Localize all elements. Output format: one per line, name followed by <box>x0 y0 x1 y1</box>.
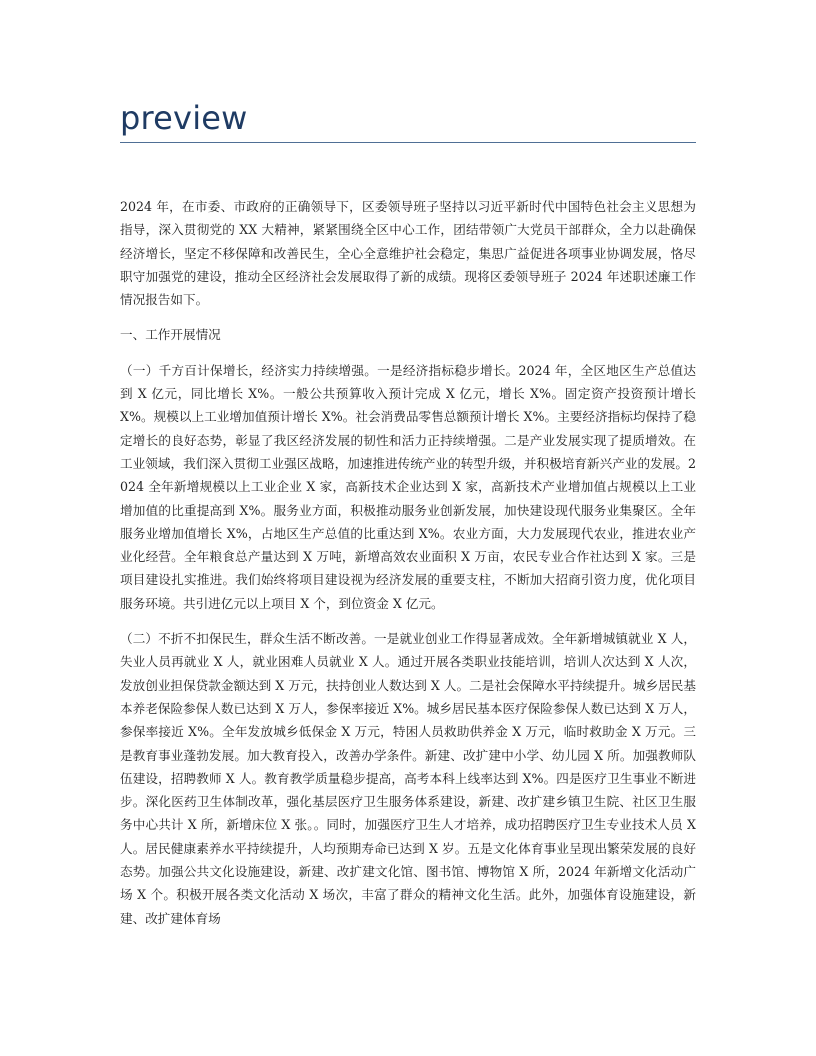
document-body <box>120 195 696 930</box>
page-title: preview <box>120 99 248 137</box>
intro-paragraph: 2024 年，在市委、市政府的正确领导下，区委领导班子坚持以习近平新时代中国特色社会主义思想为指导，深入贯彻党的 XX 大精神，紧紧围绕全区中心工作，团结带领广大党员干部群众，全力以赴确保经济增长，坚定不移保障和改善民生，全心全意维护社会稳定，集思广益促进各项事业协调发展，恪尽职守加强党的建设，推动全区经济社会发展取得了新的成绩。现将区委领导班子 2024 年述职述廉工作情况报告如下。 <box>120 199 696 308</box>
title-divider <box>120 142 696 143</box>
body-paragraph: （二）不折不扣保民生，群众生活不断改善。一是就业创业工作得显著成效。全年新增城镇就业 X 人，失业人员再就业 X 人，就业困难人员就业 X 人。通过开展各类职业技能培训，培训人次达到 X 人次，发放创业担保贷款金额达到 X 万元，扶持创业人数达到 X 人。二是社会保障水平持续提升。城乡居民基本养老保险参保人数已达到 X 万人，参保率接近 X%。城乡居民基本医疗保险参保人数已达到 X 万人，参保率接近 X%。全年发放城乡低保金 X 万元，特困人员救助供养金 X 万元，临时救助金 X 万元。三是教育事业蓬勃发展。加大教育投入，改善办学条件。新建、改扩建中小学、幼儿园 X 所。加强教师队伍建设，招聘教师 X 人。教育教学质量稳步提高，高考本科上线率达到 X%。四是医疗卫生事业不断进步。深化医药卫生体制改革，强化基层医疗卫生服务体系建设，新建、改扩建乡镇卫生院、社区卫生服务中心共计 X 所，新增床位 X 张。。同时，加强医疗卫生人才培养，成功招聘医疗卫生专业技术人员 X 人。居民健康素养水平持续提升，人均预期寿命已达到 X 岁。五是文化体育事业呈现出繁荣发展的良好态势。加强公共文化设施建设，新建、改扩建文化馆、图书馆、博物馆 X 所，2024 年新增文化活动广场 X 个。积极开展各类文化活动 X 场次，丰富了群众的精神文化生活。此外，加强体育设施建设，新建、改扩建体育场 <box>120 631 696 926</box>
body-paragraph: （一）千方百计保增长，经济实力持续增强。一是经济指标稳步增长。2024 年，全区地区生产总值达到 X 亿元，同比增长 X%。一般公共预算收入预计完成 X 亿元，增长 X%。固定资产投资预计增长 X%。规模以上工业增加值预计增长 X%。社会消费品零售总额预计增长 X%。主要经济指标均保持了稳定增长的良好态势，彰显了我区经济发展的韧性和活力正持续增强。二是产业发展实现了提质增效。在工业领域，我们深入贯彻工业强区战略，加速推进传统产业的转型升级，并积极培育新兴产业的发展。2024 全年新增规模以上工业企业 X 家，高新技术企业达到 X 家，高新技术产业增加值占规模以上工业增加值的比重提高到 X%。服务业方面，积极推动服务业创新发展，加快建设现代服务业集聚区。全年服务业增加值增长 X%，占地区生产总值的比重达到 X%。农业方面，大力发展现代农业，推进农业产业化经营。全年粮食总产量达到 X 万吨，新增高效农业面积 X 万亩，农民专业合作社达到 X 家。三是项目建设扎实推进。我们始终将项目建设视为经济发展的重要支柱，不断加大招商引资力度，优化项目服务环境。共引进亿元以上项目 X 个，到位资金 X 亿元。 <box>120 362 696 611</box>
section-heading: 一、工作开展情况 <box>120 327 221 343</box>
document-page <box>120 0 696 942</box>
